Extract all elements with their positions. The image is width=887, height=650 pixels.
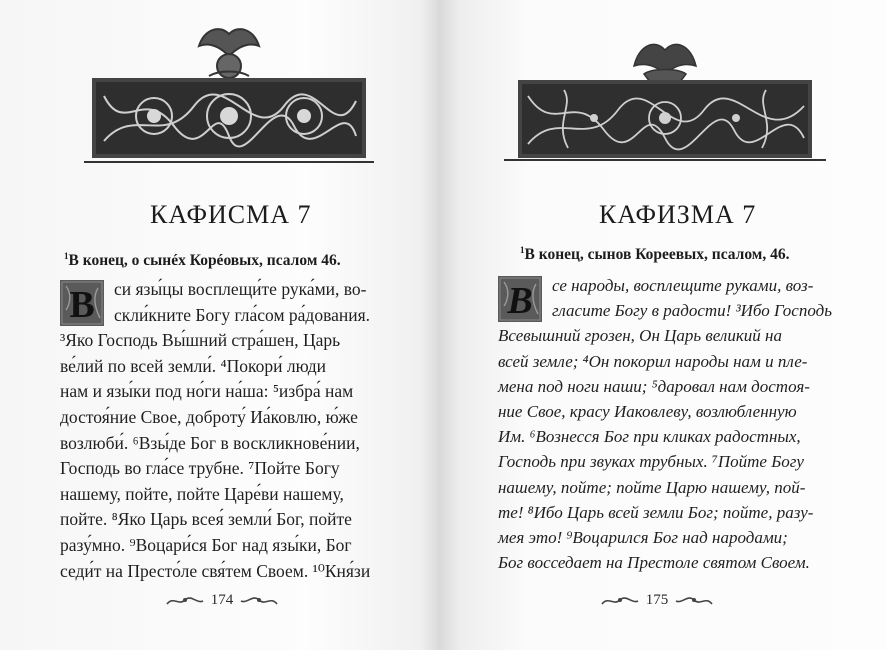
dropcap-initial [60, 280, 104, 326]
headpiece-ornament-right [504, 26, 826, 166]
page-number: 175 [645, 592, 669, 608]
kathisma-heading: КАФИЗМА 7 [599, 200, 757, 229]
psalm-translation [498, 273, 848, 575]
dropcap-letter: В [507, 280, 533, 322]
kathisma-heading: КАФИСМА 7 [150, 200, 312, 229]
text-line: гласите Богу в радости! ³Ибо Господь [552, 301, 832, 321]
text-line: нам и язы́ки под но́ги на́ша: ⁵избра́ нам [60, 381, 354, 402]
dropcap-initial [498, 276, 542, 322]
text-line: седи́т на Престо́ле свя́тем Своем. ¹⁰Кня́зи [60, 560, 371, 581]
right-page [438, 0, 887, 650]
psalm-text [60, 277, 400, 584]
flourish-icon [674, 594, 714, 608]
verse-number: 1 [64, 251, 69, 261]
text-line: Господь при звуках трубных. ⁷Пойте Богу [498, 452, 804, 472]
superscription-text: В конец, сынов Кореевых, псалом, 46. [524, 246, 790, 264]
text-line: си язы́цы восплещи́те рука́ми, во- [114, 279, 367, 299]
text-line: ние Свое, красу Иаковлеву, возлюбленную [498, 401, 797, 421]
text-line: мена под ноги наши; ⁵даровал нам достоя- [498, 376, 810, 396]
text-line: пойте. ⁸Яко Царь всея́ земли́ Бог, пойте [60, 509, 352, 530]
verse-number: 1 [520, 245, 525, 255]
page-footer-left [165, 588, 279, 618]
text-line: Всевышний грозен, Он Царь великий на [498, 326, 782, 346]
text-line: мея это! ⁹Воцарился Бог над народами; [498, 527, 788, 547]
text-line: ³Яко Господь Вы́шний стра́шен, Царь [60, 330, 341, 351]
text-line: всей земле; ⁴Он покорил народы нам и пле- [498, 351, 808, 371]
text-line: нашему, пойте; пойте Царю нашему, пой- [498, 477, 806, 497]
text-line: скли́кните Богу гла́сом ра́дования. [114, 304, 371, 325]
page-footer-right [600, 588, 714, 618]
left-page [0, 0, 438, 650]
text-line: ве́лий по всей земли́. ⁴Покори́ люди [60, 355, 327, 376]
psalm-superscription [520, 245, 790, 264]
text-line: нашему, пойте, пойте Царе́ви нашему, [60, 483, 344, 504]
superscription-text: В конец, о сынéх Корéовых, псалом 46. [68, 252, 341, 270]
text-line: се народы, восплещите руками, воз- [552, 276, 814, 295]
text-line: возлюби́. ⁶Взы́де Бог в воскликнове́нии, [60, 432, 360, 453]
text-line: Бог восседает на Престоле святом Своем. [498, 553, 810, 573]
flourish-icon [239, 594, 279, 608]
psalm-superscription [64, 251, 341, 270]
page-number: 174 [210, 592, 234, 608]
text-line: достоя́ние Свое, доброту́ Иа́ковлю, ю́же [60, 406, 358, 427]
text-line: Господь во гла́се трубне. ⁷Пойте Богу [60, 458, 340, 479]
text-line: Им. ⁶Вознесся Бог при кликах радостных, [498, 427, 801, 447]
text-line: разу́мно. ⁹Воцари́ся Бог над язы́ки, Бог [60, 534, 352, 555]
dropcap-letter: В [69, 284, 95, 326]
text-line: те! ⁸Ибо Царь всей земли Бог; пойте, разу- [498, 502, 814, 522]
headpiece-ornament-left [84, 16, 374, 166]
